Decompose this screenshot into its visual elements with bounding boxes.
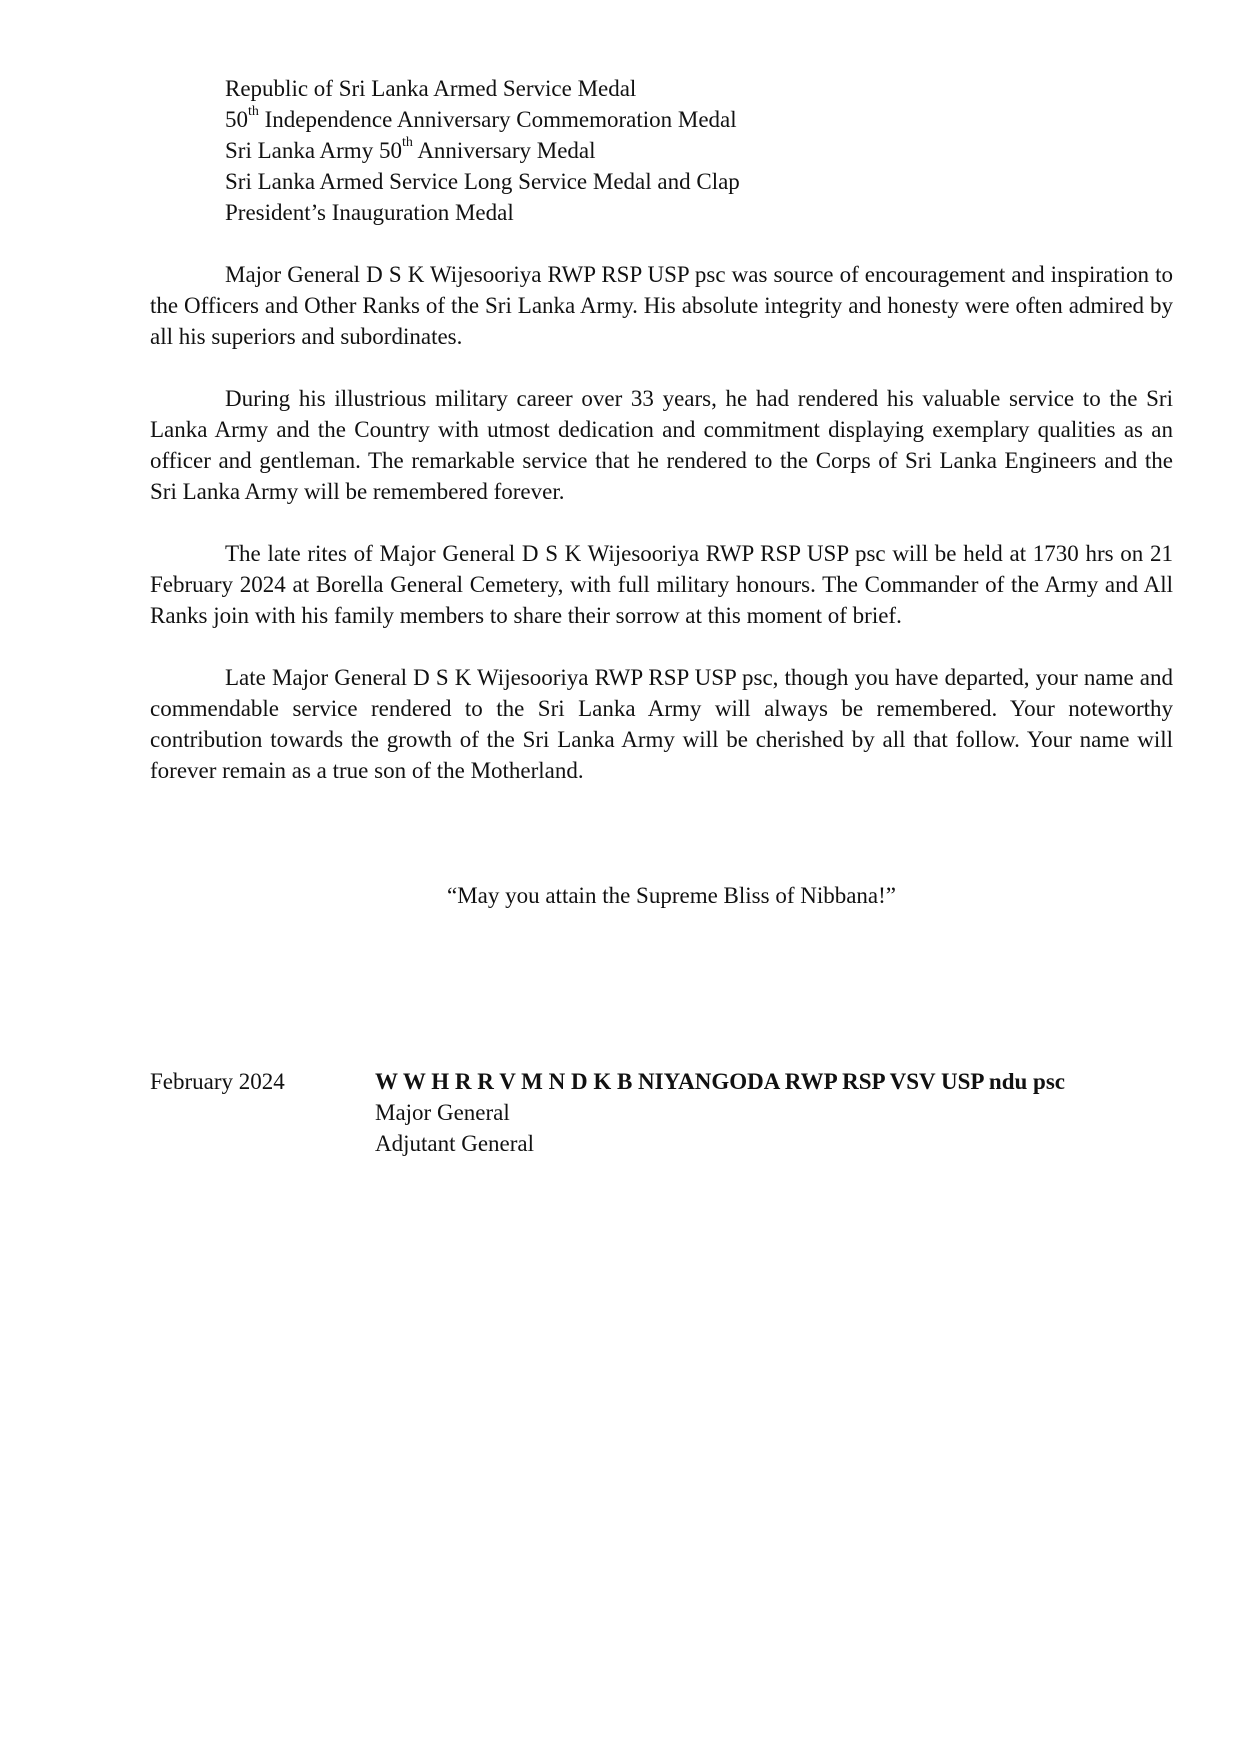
document-body [150,73,1173,908]
medal-item: Sri Lanka Army 50th Anniversary Medal [225,135,596,163]
paragraph-late-rites: The late rites of Major General D S K Wijesooriya RWP RSP USP psc will be held at 1730 hrs on 21 February 2024 at Borella General Cemetery, with full military honours. The Commander of the Army and All Ranks join with his family members to share their sorrow at this moment of brief. [150,541,1173,628]
signatory [375,1066,1065,1159]
medals-list [225,73,1173,228]
medal-item: 50th Independence Anniversary Commemoration Medal [225,104,737,132]
paragraph-integrity: Major General D S K Wijesooriya RWP RSP USP psc was source of encouragement and inspiration to the Officers and Other Ranks of the Sri Lanka Army. His absolute integrity and honesty were often admired by all his superiors and subordinates. [150,262,1173,349]
paragraph-tribute: Late Major General D S K Wijesooriya RWP RSP USP psc, though you have departed, your name and commendable service rendered to the Sri Lanka Army will always be remembered. Your noteworthy contribution towards the growth of the Sri Lanka Army will be cherished by all that follow. Your name will forever remain as a true son of the Motherland. [150,665,1173,783]
closing-quote: “May you attain the Supreme Bliss of Nibbana!” [446,883,897,908]
signatory-title: Adjutant General [375,1131,535,1156]
signatory-name: W W H R R V M N D K B NIYANGODA RWP RSP VSV USP ndu psc [375,1069,1066,1094]
medal-item: President’s Inauguration Medal [225,200,514,225]
signatory-rank: Major General [375,1100,510,1125]
signature-date: February 2024 [150,1069,285,1094]
medal-item: Sri Lanka Armed Service Long Service Medal and Clap [225,169,740,194]
medal-item: Republic of Sri Lanka Armed Service Medal [225,76,637,101]
paragraph-career: During his illustrious military career over 33 years, he had rendered his valuable service to the Sri Lanka Army and the Country with utmost dedication and commitment displaying exemplary qualities as an officer and gentleman. The remarkable service that he rendered to the Corps of Sri Lanka Engineers and the Sri Lanka Army will be remembered forever. [150,386,1173,504]
